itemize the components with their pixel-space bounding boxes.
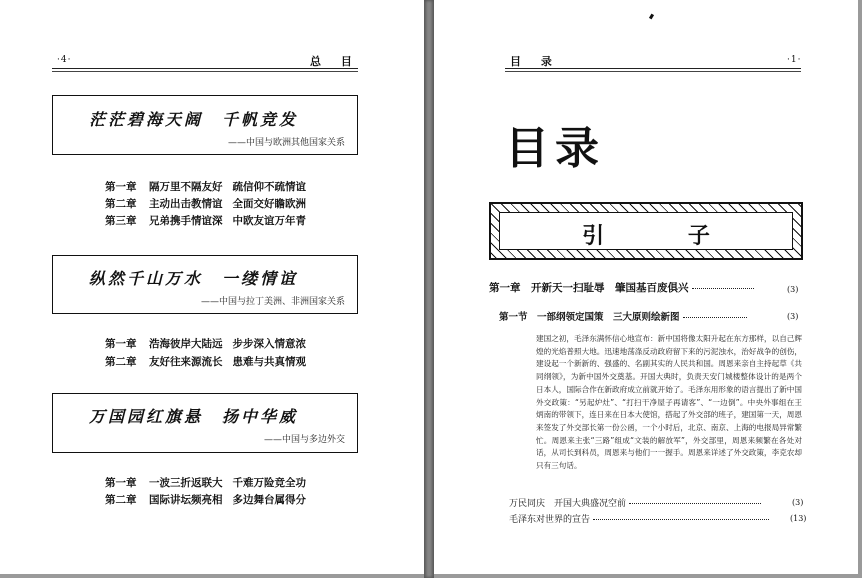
toc-section-label: 第一节 一部纲领定国策 三大原则绘新图 xyxy=(499,312,680,323)
chapter-title-b: 患难与共真情观 xyxy=(232,356,306,368)
chapter-line[interactable] xyxy=(105,179,306,194)
left-head-rule-thin xyxy=(52,71,358,72)
chapter-line[interactable] xyxy=(105,196,306,211)
section-box-2 xyxy=(52,255,358,314)
chapter-line[interactable] xyxy=(105,213,306,228)
chapter-title-b: 全面交好瞻欧洲 xyxy=(232,198,306,210)
section-title-2: 纵然千山万水 一缕情谊 xyxy=(89,269,299,288)
chapter-line[interactable] xyxy=(105,336,306,351)
chapter-title-a: 国际讲坛频亮相 xyxy=(149,494,223,506)
leader-dots xyxy=(629,503,761,504)
chapter-number: 第二章 xyxy=(105,494,137,506)
toc-chapter-entry[interactable] xyxy=(489,280,754,295)
chapter-title-a: 兄弟携手情谊深 xyxy=(149,215,223,227)
section-box-3 xyxy=(52,393,358,453)
section-subtitle-3: ——中国与多边外交 xyxy=(263,435,345,445)
chapter-number: 第一章 xyxy=(105,477,137,489)
chapter-title-a: 隔万里不隔友好 xyxy=(149,181,223,193)
chapter-line[interactable] xyxy=(105,354,306,369)
chapter-number: 第一章 xyxy=(105,338,137,350)
chapter-title-b: 中欧友谊万年青 xyxy=(232,215,306,227)
chapter-line[interactable] xyxy=(105,492,306,507)
chapter-number: 第二章 xyxy=(105,356,137,368)
viewer-right-edge xyxy=(858,0,862,578)
page-bottom-edge-left xyxy=(0,574,424,578)
toc-chapter-label: 第一章 开新天一扫耻辱 肇国基百废俱兴 xyxy=(489,282,689,294)
intro-inner-box xyxy=(499,212,793,250)
chapter-title-a: 浩海彼岸大陆远 xyxy=(149,338,223,350)
section-title-3: 万国园红旗悬 扬中华威 xyxy=(89,407,299,426)
toc-sub-entry[interactable] xyxy=(509,496,761,509)
chapter-title-a: 一波三折返联大 xyxy=(149,477,223,489)
toc-sub-entry[interactable] xyxy=(509,512,769,525)
section-summary-text: 建国之初，毛泽东满怀信心地宣布：新中国将像太阳升起在东方那样，以自己辉煌的光焰普照大地。迅速地荡涤反动政府留下来的污泥浊水，治好战争的创伤，建设起一个新新的、强盛的、名副其实的人民共和国。周恩来亲自主持起草《共同纲领》，为新中国外交奠基。开国大典时，负责天安门城楼整体设计的是两个日本人，国际合作在新政府成立前就开始了。毛泽东用形象的语言提出了新中国外交政策：“另起炉灶”、“打扫干净屋子再请客”、“一边倒”。中央外事组在王炳南的带领下，连日来在日本大使馆，搭起了外交部的班子，建国第一天，周恩来签发了外交部长第一份公函，一个小时后，北京、南京、上海的电报局异常繁忙。周恩来主张“三路”组成“文装的解放军”，外交部里，周恩来频繁在各处对话，从司长到科员，周恩来与他们一一握手。周恩来详述了外交政策，李克农却只有三句话。 xyxy=(536,334,802,471)
chapter-line[interactable] xyxy=(105,475,306,490)
toc-sub-label: 毛泽东对世界的宣告 xyxy=(509,515,591,525)
leader-dots xyxy=(593,519,769,520)
chapter-title-b: 多边舞台属得分 xyxy=(232,494,306,506)
left-running-head: 总 目 xyxy=(310,55,360,68)
page-gutter xyxy=(424,0,434,578)
left-head-rule xyxy=(52,68,358,69)
toc-section-page: (3) xyxy=(787,312,799,321)
chapter-title-b: 疏信仰不疏情谊 xyxy=(232,181,306,193)
toc-sub-page: (13) xyxy=(790,514,807,523)
chapter-number: 第二章 xyxy=(105,198,137,210)
right-page-number: ·1· xyxy=(787,55,802,65)
leader-dots xyxy=(692,288,754,289)
toc-sub-page: (3) xyxy=(792,498,804,507)
chapter-title-a: 友好往来源流长 xyxy=(149,356,223,368)
right-head-rule-thin xyxy=(505,71,801,72)
chapter-title-b: 千难万险竞全功 xyxy=(232,477,306,489)
left-page-number: ·4· xyxy=(57,55,72,65)
chapter-number: 第一章 xyxy=(105,181,137,193)
leader-dots xyxy=(683,317,747,318)
intro-frame xyxy=(489,202,803,260)
toc-sub-label: 万民同庆 开国大典盛况空前 xyxy=(509,499,627,509)
chapter-title-b: 步步深入情意浓 xyxy=(232,338,306,350)
right-running-head: 目 录 xyxy=(510,55,560,68)
section-subtitle-2: ——中国与拉丁美洲、非洲国家关系 xyxy=(200,297,345,307)
section-title-1: 茫茫碧海天阔 千帆竞发 xyxy=(89,110,299,129)
chapter-number: 第三章 xyxy=(105,215,137,227)
intro-label: 引 子 xyxy=(582,224,748,249)
toc-title: 目录 xyxy=(505,123,605,174)
toc-chapter-page: (3) xyxy=(787,285,799,294)
page-bottom-edge-right xyxy=(434,574,862,578)
right-head-rule xyxy=(505,68,801,69)
section-box-1 xyxy=(52,95,358,155)
toc-section-entry[interactable] xyxy=(499,309,747,323)
section-subtitle-1: ——中国与欧洲其他国家关系 xyxy=(227,138,345,148)
chapter-title-a: 主动出击教情谊 xyxy=(149,198,223,210)
